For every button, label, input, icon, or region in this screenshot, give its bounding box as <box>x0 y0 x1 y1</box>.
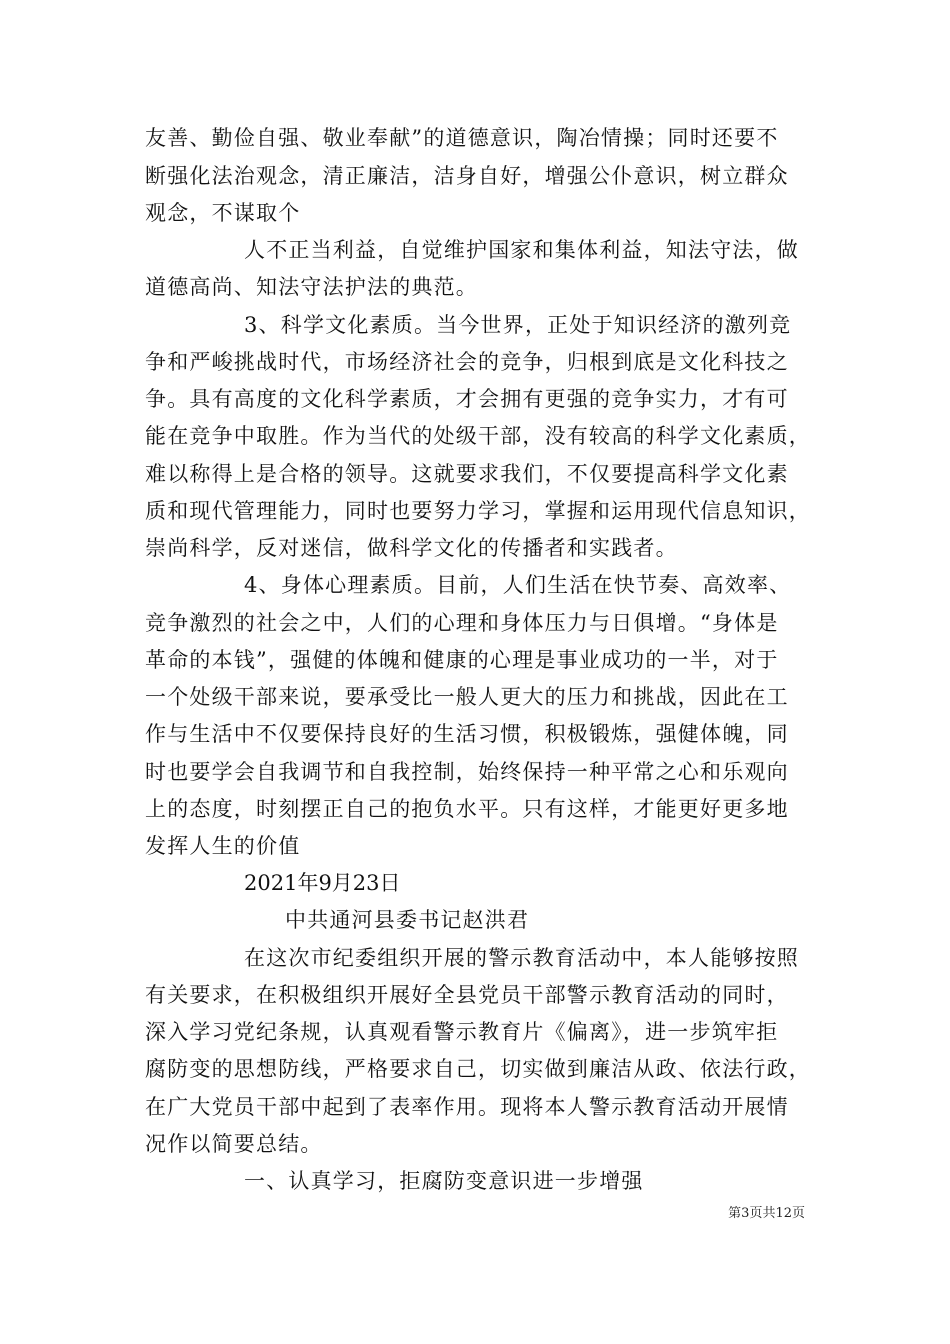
text-line: 革命的本钱”，强健的体魄和健康的心理是事业成功的一半，对于 <box>145 648 779 672</box>
page-number: 第3页共12页 <box>728 1206 805 1221</box>
text-line: 上的态度，时刻摆正自己的抱负水平。只有这样，才能更好更多地 <box>145 797 789 821</box>
text-line: 难以称得上是合格的领导。这就要求我们，不仅要提高科学文化素 <box>145 462 789 486</box>
text-line: 有关要求，在积极组织开展好全县党员干部警示教育活动的同时， <box>145 983 789 1007</box>
text-line: 竞争激烈的社会之中，人们的心理和身体压力与日俱增。“身体是 <box>145 611 779 635</box>
document-date: 2021年9月23日 <box>244 871 401 895</box>
text-line: 时也要学会自我调节和自我控制，始终保持一种平常之心和乐观向 <box>145 760 789 784</box>
text-line: 深入学习党纪条规，认真观看警示教育片《偏离》，进一步筑牢拒 <box>145 1020 779 1044</box>
text-line: 在这次市纪委组织开展的警示教育活动中，本人能够按照 <box>244 946 799 970</box>
text-line: 能在竞争中取胜。作为当代的处级干部，没有较高的科学文化素质， <box>145 424 811 448</box>
text-line: 在广大党员干部中起到了表率作用。现将本人警示教育活动开展情 <box>145 1095 789 1119</box>
text-line: 人不正当利益，自觉维护国家和集体利益，知法守法，做 <box>244 238 799 262</box>
text-line: 作与生活中不仅要保持良好的生活习惯，积极锻炼，强健体魄，同 <box>145 722 789 746</box>
text-line: 3、科学文化素质。当今世界，正处于知识经济的激列竞 <box>244 313 792 337</box>
text-line: 争。具有高度的文化科学素质，才会拥有更强的竞争实力，才有可 <box>145 387 789 411</box>
text-line: 崇尚科学，反对迷信，做科学文化的传播者和实践者。 <box>145 536 678 560</box>
text-line: 一个处级干部来说，要承受比一般人更大的压力和挑战，因此在工 <box>145 685 789 709</box>
text-line: 道德高尚、知法守法护法的典范。 <box>145 275 478 299</box>
text-line: 质和现代管理能力，同时也要努力学习，掌握和运用现代信息知识， <box>145 499 811 523</box>
text-line: 况作以简要总结。 <box>145 1132 323 1156</box>
text-line: 腐防变的思想防线，严格要求自己，切实做到廉洁从政、依法行政， <box>145 1057 811 1081</box>
text-line: 4、身体心理素质。目前，人们生活在快节奏、高效率、 <box>244 573 792 597</box>
document-author: 中共通河县委书记赵洪君 <box>285 908 530 932</box>
section-heading: 一、认真学习，拒腐防变意识进一步增强 <box>244 1169 644 1193</box>
text-line: 观念，不谋取个 <box>145 201 301 225</box>
text-line: 友善、勤俭自强、敬业奉献”的道德意识，陶冶情操；同时还要不 <box>145 126 779 150</box>
text-line: 发挥人生的价值 <box>145 834 301 858</box>
text-line: 断强化法治观念，清正廉洁，洁身自好，增强公仆意识，树立群众 <box>145 164 789 188</box>
text-line: 争和严峻挑战时代，市场经济社会的竞争，归根到底是文化科技之 <box>145 350 789 374</box>
